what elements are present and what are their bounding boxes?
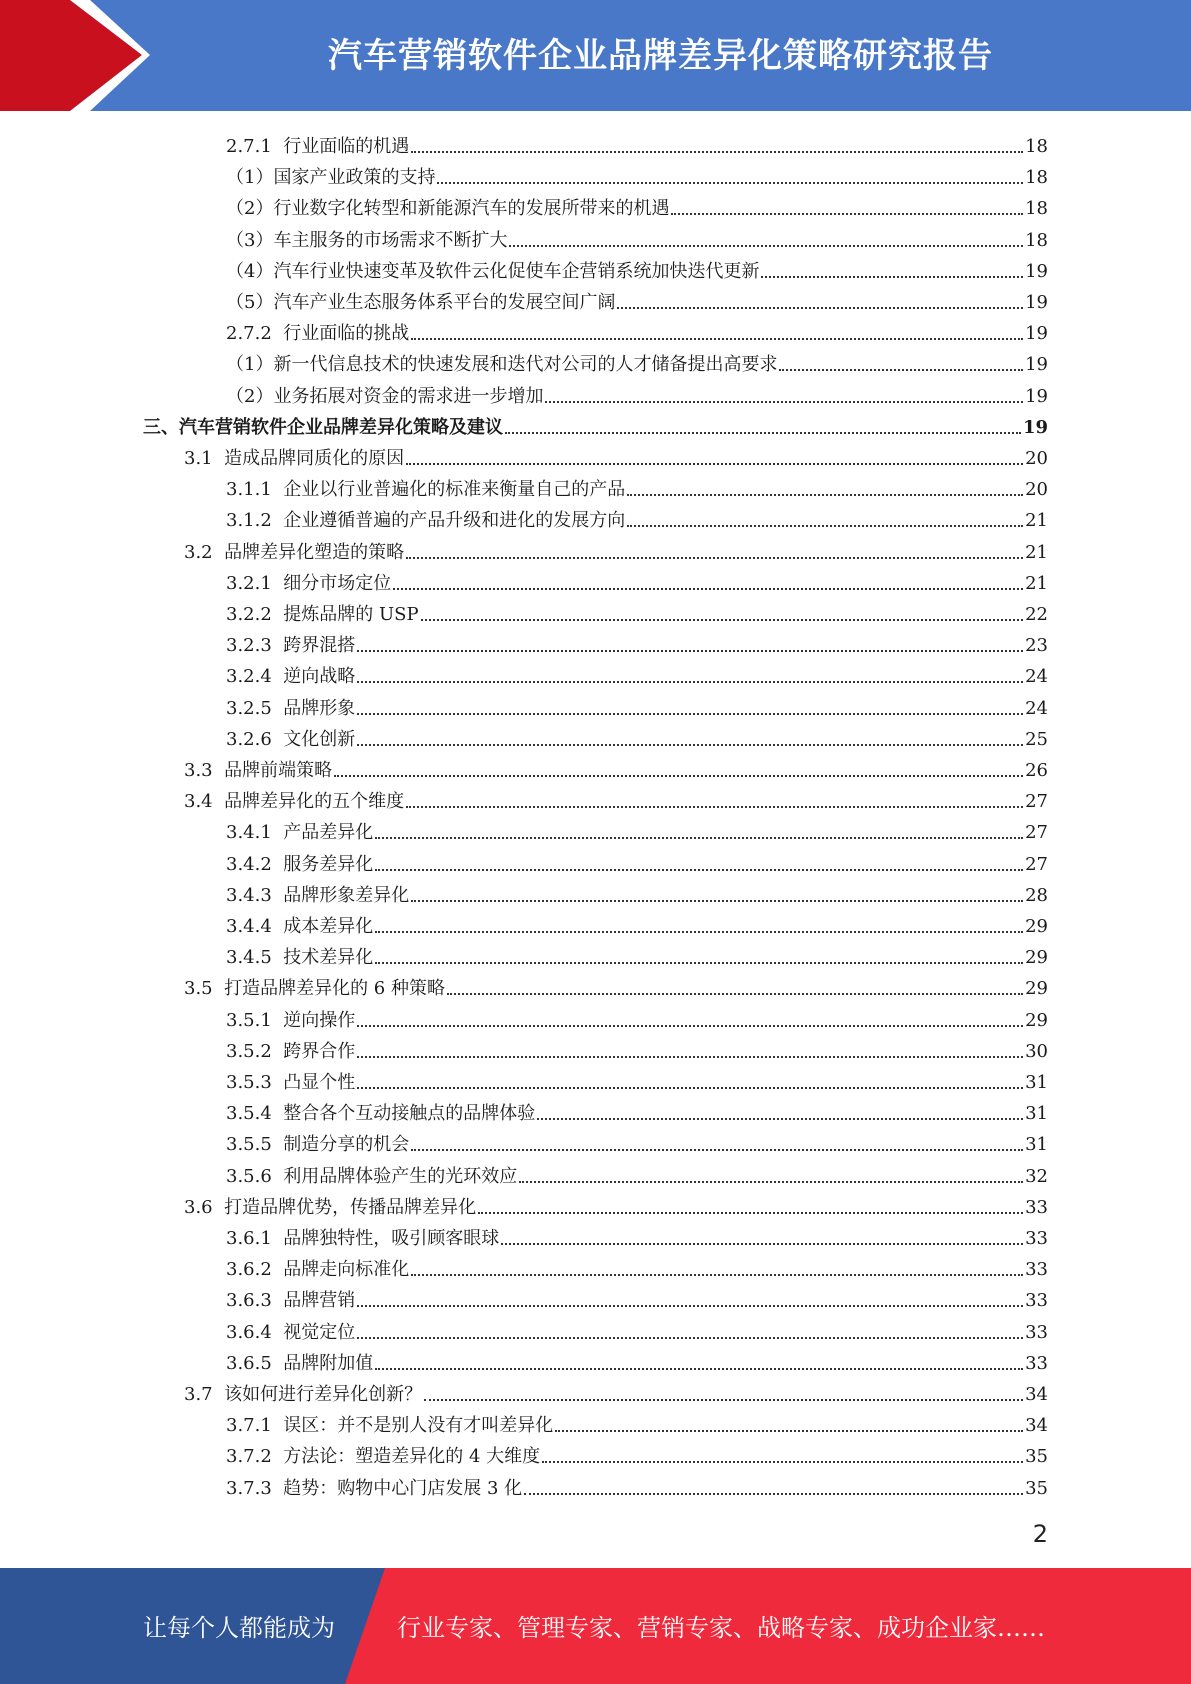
toc-entry-title: 业务拓展对资金的需求进一步增加 [273, 385, 544, 407]
toc-entry[interactable] [226, 127, 1048, 158]
toc-dot-leader [447, 992, 1023, 995]
toc-entry-number: 3.6.2 [226, 1259, 284, 1281]
toc-entry-number: 3.6 [184, 1196, 225, 1218]
toc-entry-number: 3.5.3 [226, 1072, 284, 1093]
toc-dot-leader [375, 1367, 1023, 1370]
toc-dot-leader [537, 1117, 1023, 1120]
toc-entry-number: （2） [226, 385, 274, 407]
toc-entry-page: 18 [1025, 229, 1048, 251]
toc-entry-title: 国家产业政策的支持 [273, 167, 436, 189]
toc-dot-leader [357, 680, 1023, 683]
toc-dot-leader [779, 368, 1023, 371]
toc-entry-number: 3.6.3 [226, 1290, 284, 1312]
toc-entry-page: 18 [1025, 136, 1048, 157]
toc-entry-title: 品牌走向标准化 [283, 1259, 410, 1281]
toc-entry-page: 33 [1025, 1321, 1048, 1343]
toc-entry-page: 20 [1025, 448, 1048, 469]
toc-dot-leader [406, 462, 1023, 465]
toc-entry-title: 企业以行业普遍化的标准来衡量自己的产品 [283, 479, 626, 501]
toc-dot-leader [411, 899, 1023, 902]
toc-entry-page: 24 [1025, 697, 1048, 719]
toc-entry-page: 31 [1025, 1103, 1048, 1125]
toc-entry[interactable] [226, 876, 1048, 907]
toc-entry[interactable] [226, 595, 1048, 626]
toc-entry-number: 3.4.5 [226, 947, 284, 969]
toc-entry-number: 3.2.4 [226, 666, 284, 688]
report-title: 汽车营销软件企业品牌差异化策略研究报告 [328, 35, 993, 76]
toc-entry[interactable] [226, 1125, 1048, 1156]
toc-entry[interactable] [226, 564, 1048, 595]
toc-entry-page: 21 [1025, 510, 1048, 532]
toc-dot-leader [437, 181, 1023, 184]
toc-dot-leader [411, 150, 1023, 153]
toc-entry[interactable] [184, 1375, 1048, 1406]
toc-entry-title: 产品差异化 [283, 822, 374, 844]
toc-entry-number: 3.2.6 [226, 728, 284, 750]
toc-entry-title: 该如何进行差异化创新？ [224, 1384, 423, 1405]
toc-entry-number: 3.5.1 [226, 1009, 284, 1031]
toc-entry-title: 跨界合作 [283, 1040, 356, 1062]
toc-entry-page: 22 [1025, 604, 1048, 625]
toc-entry[interactable] [226, 501, 1048, 532]
toc-dot-leader [334, 774, 1023, 777]
toc-entry-title: 行业数字化转型和新能源汽车的发展所带来的机遇 [273, 198, 670, 220]
page-number: 2 [1032, 1520, 1048, 1548]
toc-entry-title: 成本差异化 [283, 916, 374, 937]
toc-entry[interactable] [226, 1344, 1048, 1375]
toc-entry-title: 品牌附加值 [283, 1352, 374, 1374]
toc-entry-page: 23 [1025, 635, 1048, 657]
toc-entry[interactable] [184, 533, 1048, 564]
toc-entry-page: 18 [1025, 198, 1048, 220]
toc-dot-leader [424, 1398, 1023, 1401]
toc-entry[interactable] [184, 1188, 1048, 1219]
toc-entry-title: 品牌营销 [283, 1290, 356, 1312]
toc-entry[interactable] [226, 158, 1048, 189]
toc-entry-page: 27 [1025, 822, 1048, 844]
toc-entry-page: 21 [1025, 572, 1048, 594]
toc-entry[interactable] [226, 1313, 1048, 1344]
toc-entry-page: 34 [1025, 1384, 1048, 1405]
toc-entry[interactable] [226, 938, 1048, 969]
toc-entry[interactable] [226, 813, 1048, 844]
toc-entry-page: 20 [1025, 479, 1048, 501]
toc-entry-page: 19 [1025, 323, 1048, 345]
toc-entry-page: 27 [1025, 791, 1048, 813]
toc-entry-title: 新一代信息技术的快速发展和迭代对公司的人才储备提出高要求 [273, 354, 778, 376]
toc-entry-title: 品牌形象差异化 [283, 884, 410, 906]
toc-entry-page: 26 [1025, 760, 1048, 781]
toc-entry-page: 29 [1025, 916, 1048, 937]
toc-entry-number: 3.4.1 [226, 822, 284, 844]
toc-entry-number: 3.5.6 [226, 1165, 284, 1187]
toc-dot-leader [357, 1055, 1023, 1058]
toc-entry-title: 技术差异化 [283, 947, 374, 969]
toc-entry-title: 品牌差异化的五个维度 [224, 791, 405, 813]
toc-entry[interactable] [226, 1063, 1048, 1094]
toc-entry[interactable] [226, 345, 1048, 376]
toc-entry-page: 19 [1025, 292, 1048, 313]
toc-entry[interactable] [226, 1001, 1048, 1032]
toc-dot-leader [519, 1180, 1023, 1183]
toc-dot-leader [505, 431, 1021, 434]
footer-slogan-left: 让每个人都能成为 [143, 1614, 335, 1642]
toc-entry-number: 3.6.1 [226, 1228, 284, 1249]
toc-entry-title: 提炼品牌的 USP [283, 604, 419, 625]
toc-entry-number: 3.4.2 [226, 853, 284, 875]
toc-entry[interactable] [226, 907, 1048, 938]
toc-entry-title: 整合各个互动接触点的品牌体验 [283, 1103, 536, 1125]
toc-entry-page: 32 [1025, 1165, 1048, 1187]
toc-entry-number: 2.7.1 [226, 136, 284, 157]
toc-dot-leader [406, 556, 1023, 559]
toc-entry[interactable] [226, 377, 1048, 408]
toc-entry[interactable] [226, 1281, 1048, 1312]
toc-entry-page: 31 [1025, 1072, 1048, 1093]
toc-dot-leader [357, 1024, 1023, 1027]
toc-entry-number: 3.6.5 [226, 1352, 284, 1374]
toc-entry-page: 30 [1025, 1040, 1048, 1062]
toc-entry[interactable] [184, 782, 1048, 813]
toc-entry-page: 29 [1025, 947, 1048, 969]
toc-entry[interactable] [226, 283, 1048, 314]
toc-entry-page: 31 [1025, 1134, 1048, 1156]
toc-entry[interactable] [226, 314, 1048, 345]
toc-entry-number: （4） [226, 260, 274, 282]
toc-entry-number: 3.5.5 [226, 1134, 284, 1156]
toc-entry-page: 33 [1025, 1352, 1048, 1374]
toc-entry-number: 3.4.4 [226, 916, 284, 937]
toc-entry-title: 打造品牌差异化的 6 种策略 [224, 978, 445, 1000]
toc-entry[interactable] [226, 657, 1048, 688]
toc-dot-leader [357, 1336, 1023, 1339]
toc-entry[interactable] [226, 221, 1048, 252]
toc-entry-number: 3.6.4 [226, 1321, 284, 1343]
toc-dot-leader [375, 961, 1023, 964]
toc-entry-number: 3.7.2 [226, 1446, 284, 1468]
toc-entry-number: （1） [226, 167, 274, 189]
toc-entry-page: 33 [1025, 1259, 1048, 1281]
toc-entry-page: 35 [1025, 1477, 1048, 1499]
toc-entry[interactable] [226, 1437, 1048, 1468]
toc-entry-number: （2） [226, 198, 274, 220]
toc-entry[interactable] [226, 845, 1048, 876]
toc-dot-leader [545, 400, 1023, 403]
toc-entry-title: 跨界混搭 [283, 635, 356, 657]
toc-entry-title: 趋势：购物中心门店发展 3 化 [283, 1477, 523, 1499]
toc-entry-number: 3.1.1 [226, 479, 284, 501]
toc-entry-page: 21 [1025, 541, 1048, 563]
toc-dot-leader [357, 649, 1023, 652]
toc-entry-page: 19 [1025, 260, 1048, 282]
toc-entry-number: 3.4 [184, 791, 225, 813]
toc-entry-title: 行业面临的机遇 [283, 136, 410, 157]
toc-entry[interactable] [184, 969, 1048, 1000]
toc-entry[interactable] [226, 1250, 1048, 1281]
header-arrow-decoration [0, 0, 200, 111]
toc-entry-number: 3.5.2 [226, 1040, 284, 1062]
toc-dot-leader [375, 868, 1023, 871]
toc-entry-title: 车主服务的市场需求不断扩大 [273, 229, 508, 251]
toc-entry-title: 逆向操作 [283, 1009, 356, 1031]
toc-dot-leader [501, 1242, 1023, 1245]
toc-dot-leader [357, 1086, 1023, 1089]
toc-entry-page: 28 [1025, 884, 1048, 906]
toc-dot-leader [411, 1148, 1023, 1151]
toc-entry-page: 24 [1025, 666, 1048, 688]
toc-entry-title: 视觉定位 [283, 1321, 356, 1343]
toc-entry-title: 汽车行业快速变革及软件云化促使车企营销系统加快迭代更新 [273, 260, 760, 282]
toc-dot-leader [761, 275, 1023, 278]
toc-entry-number: 3.2 [184, 541, 225, 563]
toc-entry-number: 3.5.4 [226, 1103, 284, 1125]
toc-entry[interactable] [184, 751, 1048, 782]
toc-entry-page: 29 [1025, 978, 1048, 1000]
toc-entry-title: 品牌独特性，吸引顾客眼球 [283, 1228, 500, 1249]
toc-entry-number: 3.4.3 [226, 884, 284, 906]
toc-entry-page: 33 [1025, 1196, 1048, 1218]
toc-entry-title: 方法论：塑造差异化的 4 大维度 [283, 1446, 541, 1468]
toc-entry-page: 33 [1025, 1228, 1048, 1249]
toc-dot-leader [542, 1460, 1023, 1463]
toc-entry-number: 3.7 [184, 1384, 225, 1405]
toc-entry[interactable] [226, 1406, 1048, 1437]
toc-entry-title: 造成品牌同质化的原因 [224, 448, 405, 469]
toc-entry-title: 打造品牌优势，传播品牌差异化 [224, 1196, 477, 1218]
toc-entry-page: 33 [1025, 1290, 1048, 1312]
toc-entry-title: 凸显个性 [283, 1072, 356, 1093]
toc-entry[interactable] [184, 439, 1048, 470]
toc-entry[interactable] [226, 1469, 1048, 1500]
toc-dot-leader [421, 618, 1024, 621]
toc-entry-number: （5） [226, 292, 274, 313]
toc-entry-title: 细分市场定位 [283, 572, 392, 594]
toc-entry-page: 19 [1025, 385, 1048, 407]
page-header [0, 0, 1191, 111]
toc-dot-leader [375, 836, 1023, 839]
toc-entry-title: 行业面临的挑战 [283, 323, 410, 345]
toc-dot-leader [555, 1429, 1023, 1432]
toc-entry-number: 三、 [143, 416, 179, 438]
toc-entry-title: 汽车营销软件企业品牌差异化策略及建议 [179, 416, 503, 438]
toc-entry[interactable] [226, 720, 1048, 751]
toc-dot-leader [627, 524, 1023, 527]
toc-entry-page: 29 [1025, 1009, 1048, 1031]
toc-entry-number: 3.1.2 [226, 510, 284, 532]
toc-entry[interactable] [226, 1032, 1048, 1063]
toc-dot-leader [357, 1304, 1023, 1307]
toc-entry[interactable] [226, 1094, 1048, 1125]
toc-dot-leader [411, 337, 1023, 340]
toc-entry-number: 3.1 [184, 448, 225, 469]
toc-entry-number: 3.7.1 [226, 1415, 284, 1437]
toc-entry-number: 3.3 [184, 760, 225, 781]
toc-entry-page: 18 [1025, 167, 1048, 189]
toc-entry[interactable] [226, 1157, 1048, 1188]
toc-entry-title: 利用品牌体验产生的光环效应 [283, 1165, 518, 1187]
toc-entry-number: （3） [226, 229, 274, 251]
toc-entry-page: 27 [1025, 853, 1048, 875]
toc-dot-leader [393, 587, 1023, 590]
toc-entry[interactable] [226, 189, 1048, 220]
toc-dot-leader [411, 1273, 1023, 1276]
toc-entry-title: 企业遵循普遍的产品升级和进化的发展方向 [283, 510, 626, 532]
toc-entry-title: 逆向战略 [283, 666, 356, 688]
toc-entry-number: 3.2.5 [226, 697, 284, 719]
toc-dot-leader [375, 930, 1023, 933]
toc-entry-number: （1） [226, 354, 274, 376]
toc-entry[interactable] [226, 252, 1048, 283]
footer-slogan-right: 行业专家、管理专家、营销专家、战略专家、成功企业家…… [397, 1614, 1045, 1642]
toc-entry[interactable] [143, 408, 1048, 439]
toc-dot-leader [617, 306, 1023, 309]
toc-entry-page: 35 [1025, 1446, 1048, 1468]
toc-entry[interactable] [226, 470, 1048, 501]
toc-entry-title: 品牌前端策略 [224, 760, 333, 781]
toc-entry-number: 2.7.2 [226, 323, 284, 345]
toc-entry-title: 品牌形象 [283, 697, 356, 719]
toc-dot-leader [478, 1211, 1023, 1214]
toc-entry-page: 34 [1025, 1415, 1048, 1437]
toc-entry-page: 19 [1025, 354, 1048, 376]
toc-dot-leader [524, 1492, 1023, 1495]
toc-dot-leader [671, 212, 1023, 215]
toc-entry-number: 3.2.2 [226, 604, 284, 625]
toc-entry[interactable] [226, 626, 1048, 657]
toc-entry-title: 文化创新 [283, 728, 356, 750]
toc-dot-leader [357, 712, 1023, 715]
toc-entry-number: 3.7.3 [226, 1477, 284, 1499]
toc-entry-page: 19 [1022, 416, 1048, 438]
toc-dot-leader [627, 493, 1023, 496]
toc-entry-title: 品牌差异化塑造的策略 [224, 541, 405, 563]
toc-entry-number: 3.5 [184, 978, 225, 1000]
toc-dot-leader [357, 743, 1023, 746]
page-footer [0, 1568, 1191, 1684]
toc-entry-title: 服务差异化 [283, 853, 374, 875]
toc-entry-title: 制造分享的机会 [283, 1134, 410, 1156]
toc-entry[interactable] [226, 1219, 1048, 1250]
toc-dot-leader [406, 805, 1023, 808]
toc-entry[interactable] [226, 689, 1048, 720]
toc-entry-title: 汽车产业生态服务体系平台的发展空间广阔 [273, 292, 616, 313]
toc-entry-number: 3.2.3 [226, 635, 284, 657]
toc-dot-leader [509, 244, 1023, 247]
toc-entry-page: 25 [1025, 728, 1048, 750]
toc-entry-title: 误区：并不是别人没有才叫差异化 [283, 1415, 554, 1437]
toc-entry-number: 3.2.1 [226, 572, 284, 594]
